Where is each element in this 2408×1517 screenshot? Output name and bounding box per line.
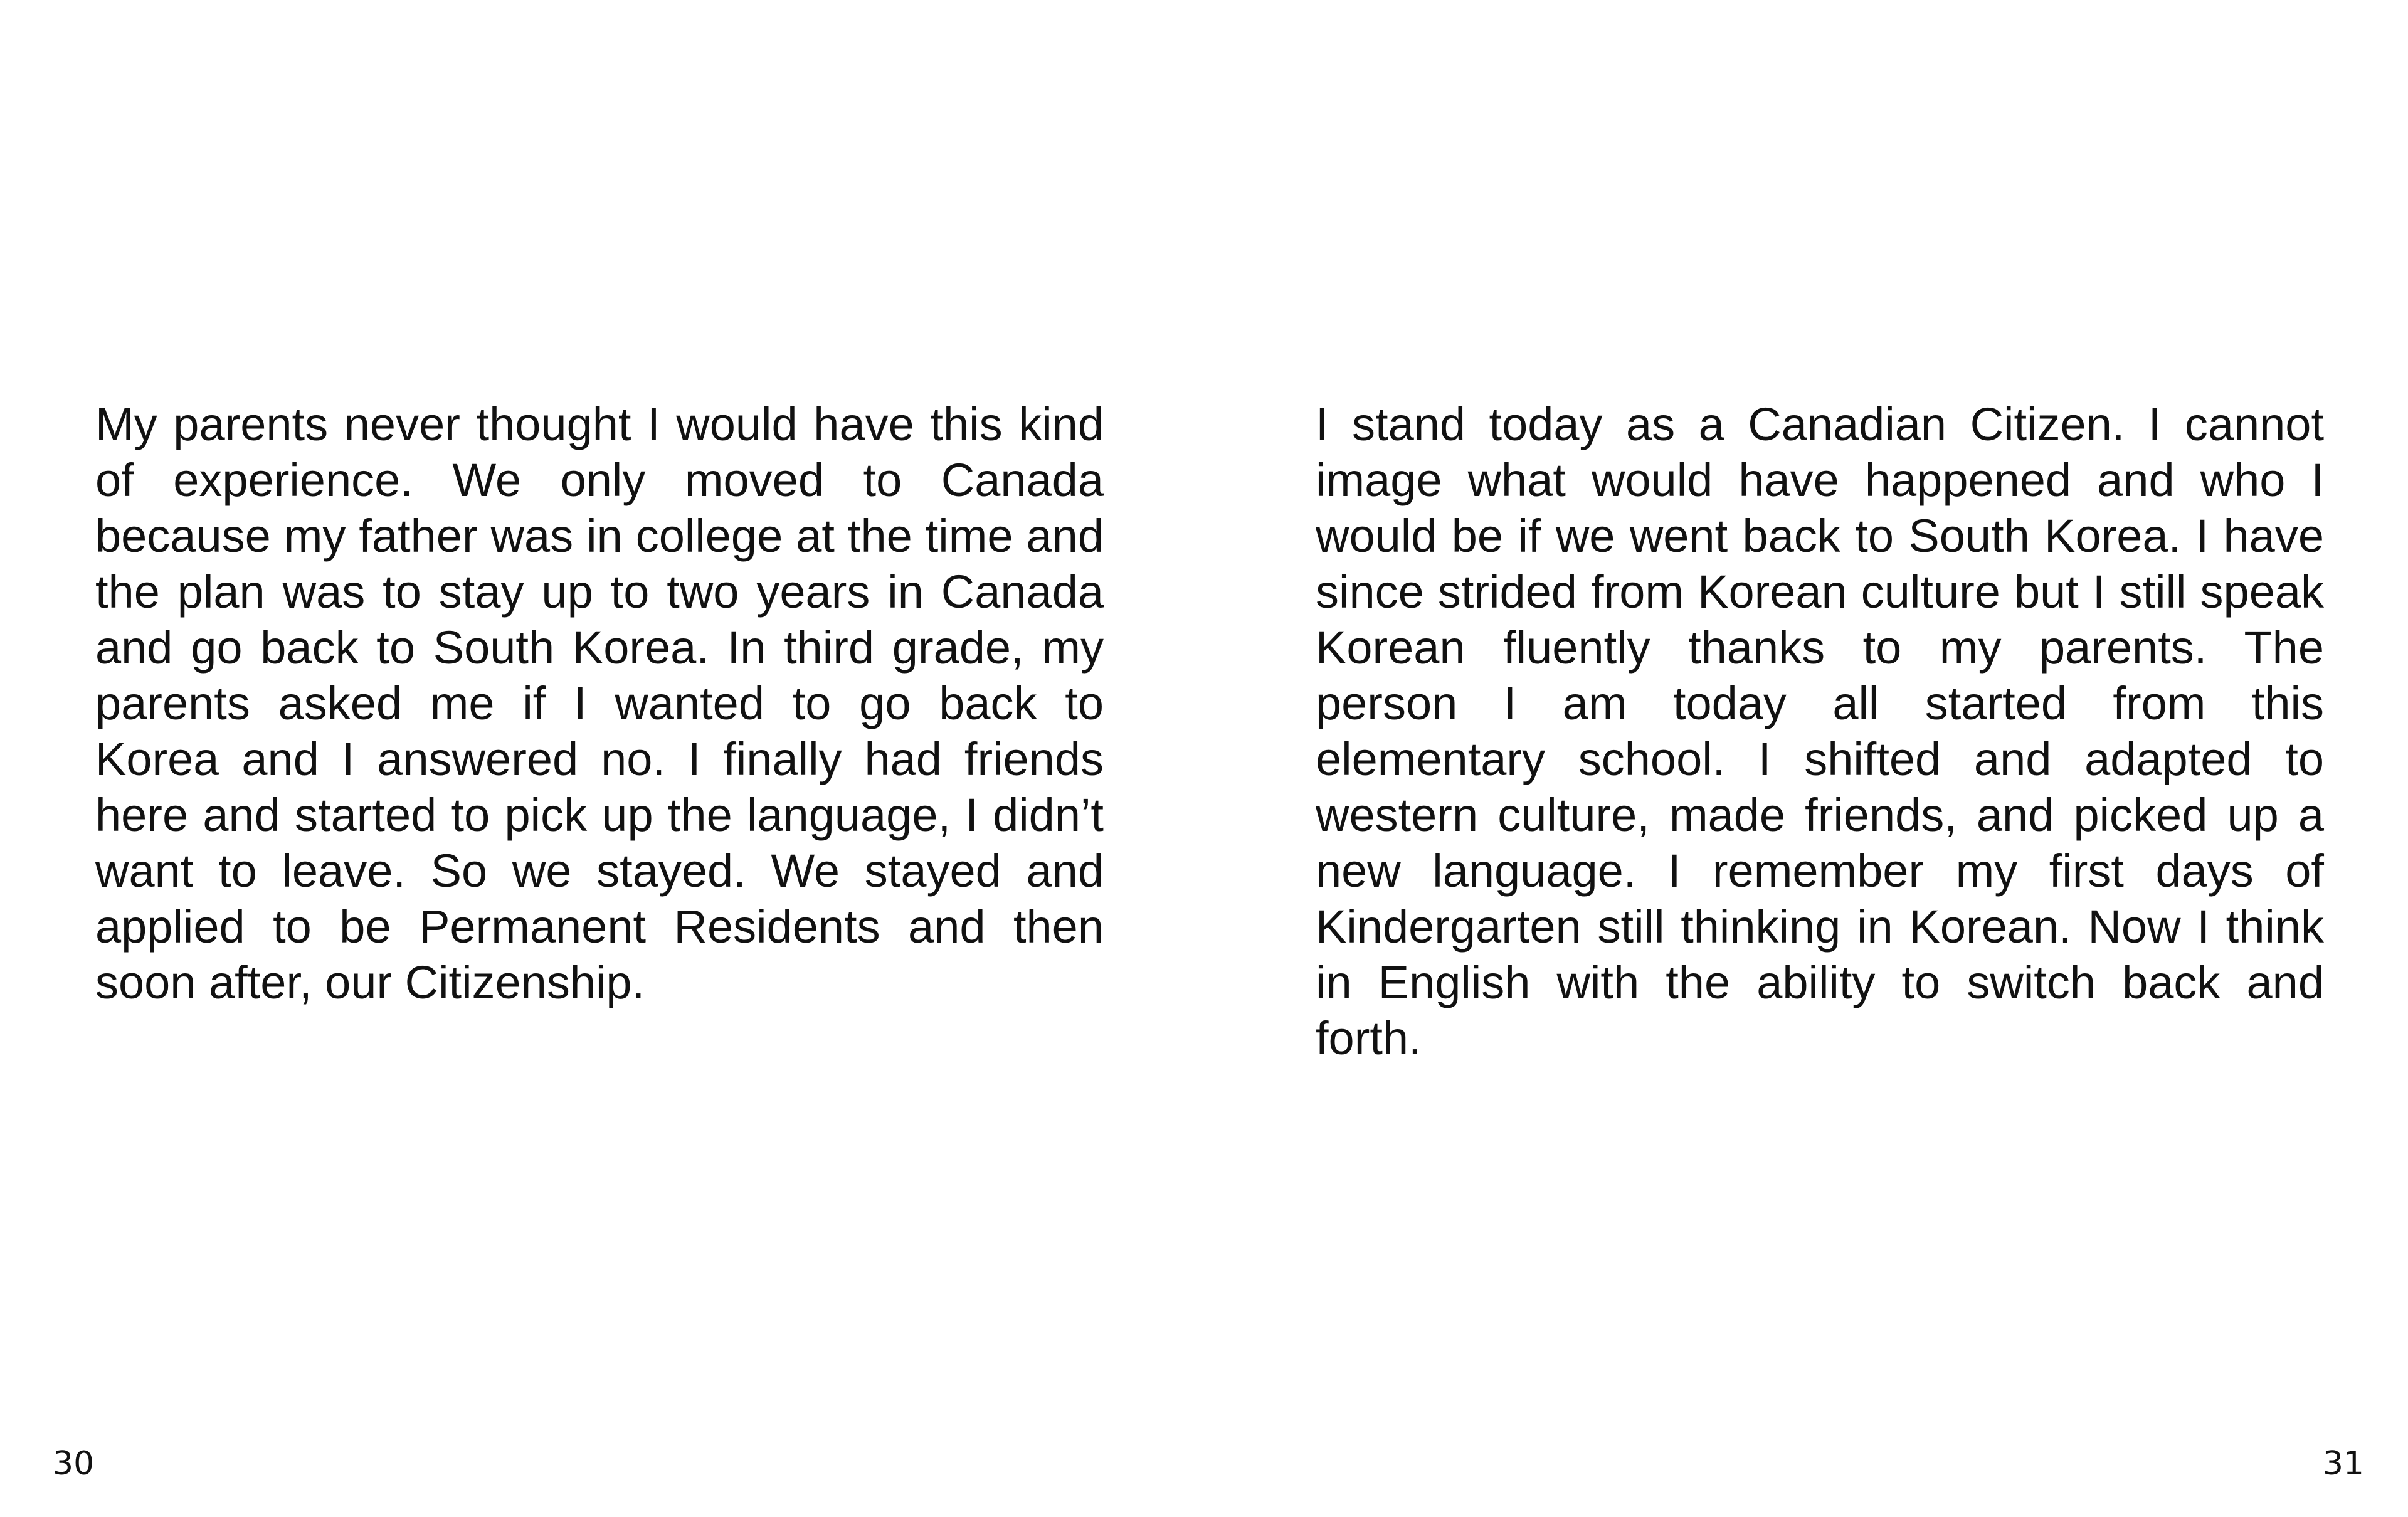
right-page-number: 31 [2322,1445,2364,1483]
right-page-paragraph: I stand today as a Canadian Citizen. I cannot image what would have happened and who I would be if we went back to South Korea. I have since strided from Korean culture but I still speak Korean fluently thanks to my parents. The person I am today all started from this elementary school. I shifted and adapted to western culture, made friends, and picked up a new language. I remember my first days of Kindergarten still thinking in Korean. Now I think in English with the ability to switch back and forth. [1316,398,2324,1064]
right-page [1204,0,2408,1517]
left-page-paragraph: My parents never thought I would have this kind of experience. We only moved to Canada because my father was in college at the time and the plan was to stay up to two years in Canada and go back to South Korea. In third grade, my parents asked me if I wanted to go back to Korea and I answered no. I finally had friends here and started to pick up the language, I didn’t want to leave. So we stayed. We stayed and applied to be Permanent Residents and then soon after, our Citizenship. [95,398,1104,1008]
left-page-number: 30 [53,1445,95,1483]
